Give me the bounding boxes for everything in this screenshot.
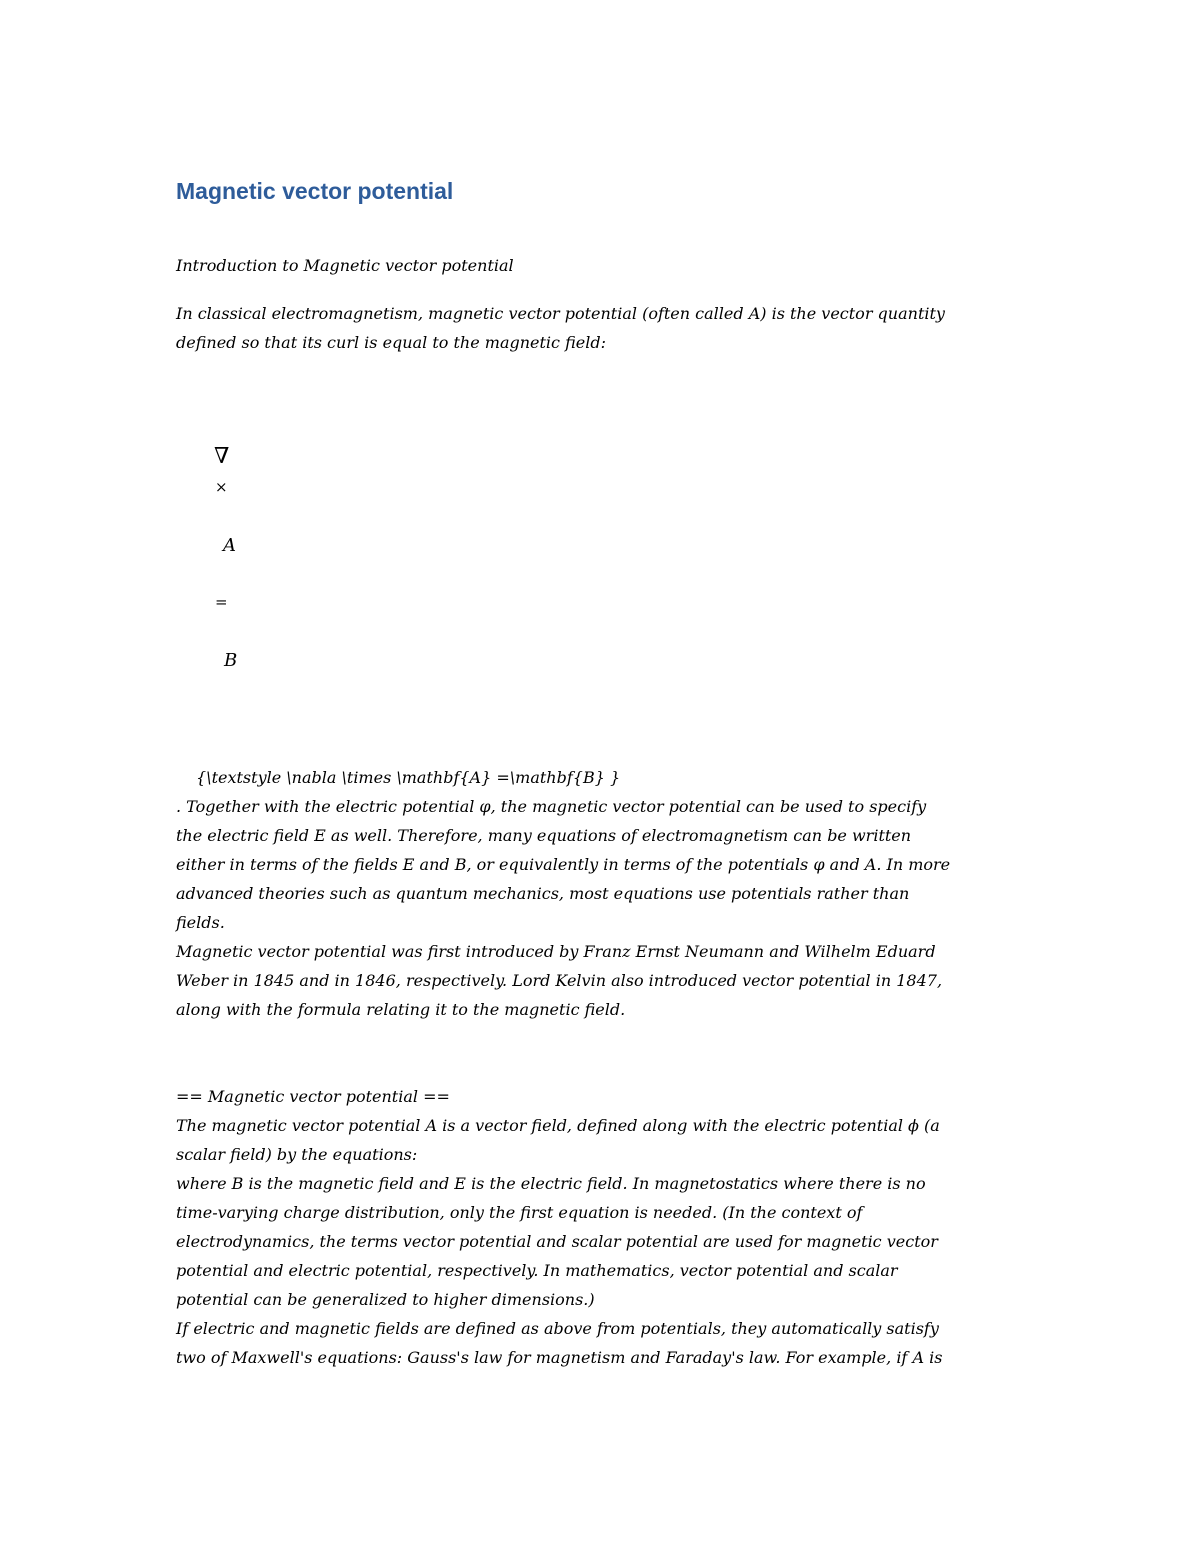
- nabla-symbol: ∇: [214, 444, 230, 469]
- intro-paragraph: [176, 299, 1026, 357]
- vector-a-symbol: A: [223, 535, 236, 556]
- text-line: time-varying charge distribution, only the first equation is needed. (In the context of: [176, 1203, 863, 1222]
- intro-title: [176, 251, 1026, 280]
- text-line: Weber in 1845 and in 1846, respectively. Lord Kelvin also introduced vector potential in 1847,: [176, 971, 943, 990]
- latex-source-text: {\textstyle \nabla \times \mathbf{A} =\mathbf{B} }: [196, 768, 621, 787]
- text-line: potential can be generalized to higher dimensions.): [176, 1290, 595, 1309]
- text-line: In classical electromagnetism, magnetic vector potential (often called A) is the vector quantity: [176, 304, 945, 323]
- text-line: electrodynamics, the terms vector potential and scalar potential are used for magnetic vector: [176, 1232, 938, 1251]
- text-line: defined so that its curl is equal to the magnetic field:: [176, 333, 606, 352]
- text-line: If electric and magnetic fields are defined as above from potentials, they automatically satisfy: [176, 1319, 939, 1338]
- latex-source: [196, 763, 1046, 792]
- text-line: the electric field E as well. Therefore, many equations of electromagnetism can be written: [176, 826, 912, 845]
- equals-symbol: =: [215, 593, 228, 611]
- intro-title-text: Introduction to Magnetic vector potential: [176, 256, 514, 275]
- text-line: advanced theories such as quantum mechanics, most equations use potentials rather than: [176, 884, 910, 903]
- document-heading: Magnetic vector potential: [176, 178, 454, 204]
- text-line: . Together with the electric potential φ, the magnetic vector potential can be used to specify: [176, 797, 927, 816]
- text-line: either in terms of the fields E and B, or equivalently in terms of the potentials φ and A. In more: [176, 855, 951, 874]
- text-line: The magnetic vector potential A is a vector field, defined along with the electric potential ϕ (a: [176, 1116, 940, 1135]
- section-heading-line: == Magnetic vector potential ==: [176, 1087, 450, 1106]
- text-line: where B is the magnetic field and E is the electric field. In magnetostatics where there is no: [176, 1174, 926, 1193]
- text-line: along with the formula relating it to the magnetic field.: [176, 1000, 626, 1019]
- text-line: Magnetic vector potential was first introduced by Franz Ernst Neumann and Wilhelm Eduard: [176, 942, 936, 961]
- text-line: two of Maxwell's equations: Gauss's law for magnetism and Faraday's law. For example, if A is: [176, 1348, 943, 1367]
- section-paragraph: [176, 1082, 1026, 1372]
- text-line: potential and electric potential, respectively. In mathematics, vector potential and scalar: [176, 1261, 898, 1280]
- times-symbol: ×: [215, 478, 228, 496]
- text-line: fields.: [176, 913, 225, 932]
- text-line: scalar field) by the equations:: [176, 1145, 418, 1164]
- body-paragraph: [176, 792, 1026, 1024]
- vector-b-symbol: B: [224, 650, 238, 671]
